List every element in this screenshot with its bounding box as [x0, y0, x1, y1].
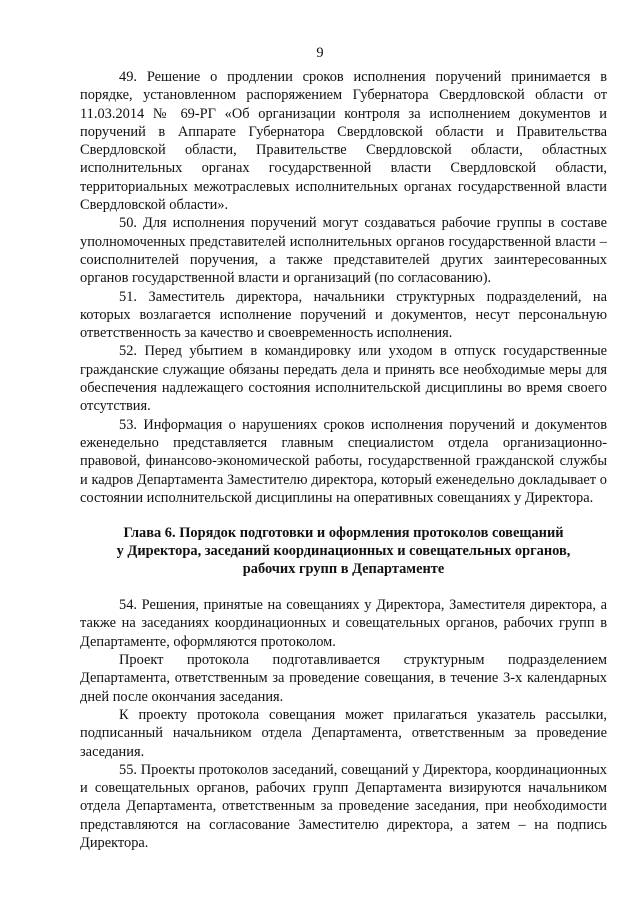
page-body	[80, 68, 607, 852]
chapter-heading	[80, 524, 607, 578]
paragraph-54: 54. Решения, принятые на совещаниях у Директора, Заместителя директора, а также на заседаниях координационных и совещательных органов, рабочих групп в Департаменте, оформляются протоколом.	[80, 597, 607, 650]
paragraph-51: 51. Заместитель директора, начальники структурных подразделений, на которых возлагается исполнение поручений и документов, несут персональную ответственность за качество и своевременность исполнения.	[80, 288, 607, 342]
paragraph-50: 50. Для исполнения поручений могут создаваться рабочие группы в составе уполномоченных представителей исполнительных органов государственной власти – соисполнителей поручения, а также представителей других заинтересованных органов государственной власти и организаций (по согласованию).	[80, 215, 607, 287]
page-number: 9	[316, 45, 324, 61]
chapter-heading-line-3: рабочих групп в Департаменте	[242, 561, 445, 578]
chapter-heading-line-2: у Директора, заседаний координационных и совещательных органов,	[116, 543, 571, 560]
paragraph-49: 49. Решение о продлении сроков исполнения поручений принимается в порядке, установленном распоряжением Губернатора Свердловской области от 11.03.2014 № 69-РГ «Об организации контроля за исполнением документов и поручений в Аппарате Губернатора Свердловской области и Правительства Свердловской области, Правительстве Свердловской области, областных исполнительных органах государственной власти Свердловской области, территориальных межотраслевых исполнительных органах государственной власти Свердловской области».	[80, 69, 607, 214]
chapter-heading-line-1: Глава 6. Порядок подготовки и оформления протоколов совещаний	[123, 525, 564, 542]
paragraph-55: 55. Проекты протоколов заседаний, совещаний у Директора, координационных и совещательных органов, рабочих групп Департамента визируются начальником отдела Департамента, ответственным за проведение заседания, при необходимости представляются на согласование Заместителю директора, а затем – на подпись Директора.	[80, 761, 607, 851]
paragraph-54-distribution: К проекту протокола совещания может прилагаться указатель рассылки, подписанный начальником отдела Департамента, ответственным за проведение заседания.	[80, 706, 607, 760]
paragraph-54-draft: Проект протокола подготавливается структурным подразделением Департамента, ответственным за проведение совещания, в течение 3-х календарных дней после окончания заседания.	[80, 652, 607, 705]
paragraph-53: 53. Информация о нарушениях сроков исполнения поручений и документов еженедельно представляется главным специалистом отдела организационно-правовой, финансово-экономической работы, государственной гражданской службы и кадров Департамента Заместителю директора, который еженедельно докладывает о состоянии исполнительской дисциплины на оперативных совещаниях у Директора.	[80, 416, 607, 506]
paragraph-52: 52. Перед убытием в командировку или уходом в отпуск государственные гражданские служащие обязаны передать дела и принять все необходимые меры для обеспечения надлежащего состояния исполнительской дисциплины во время своего отсутствия.	[80, 343, 607, 415]
